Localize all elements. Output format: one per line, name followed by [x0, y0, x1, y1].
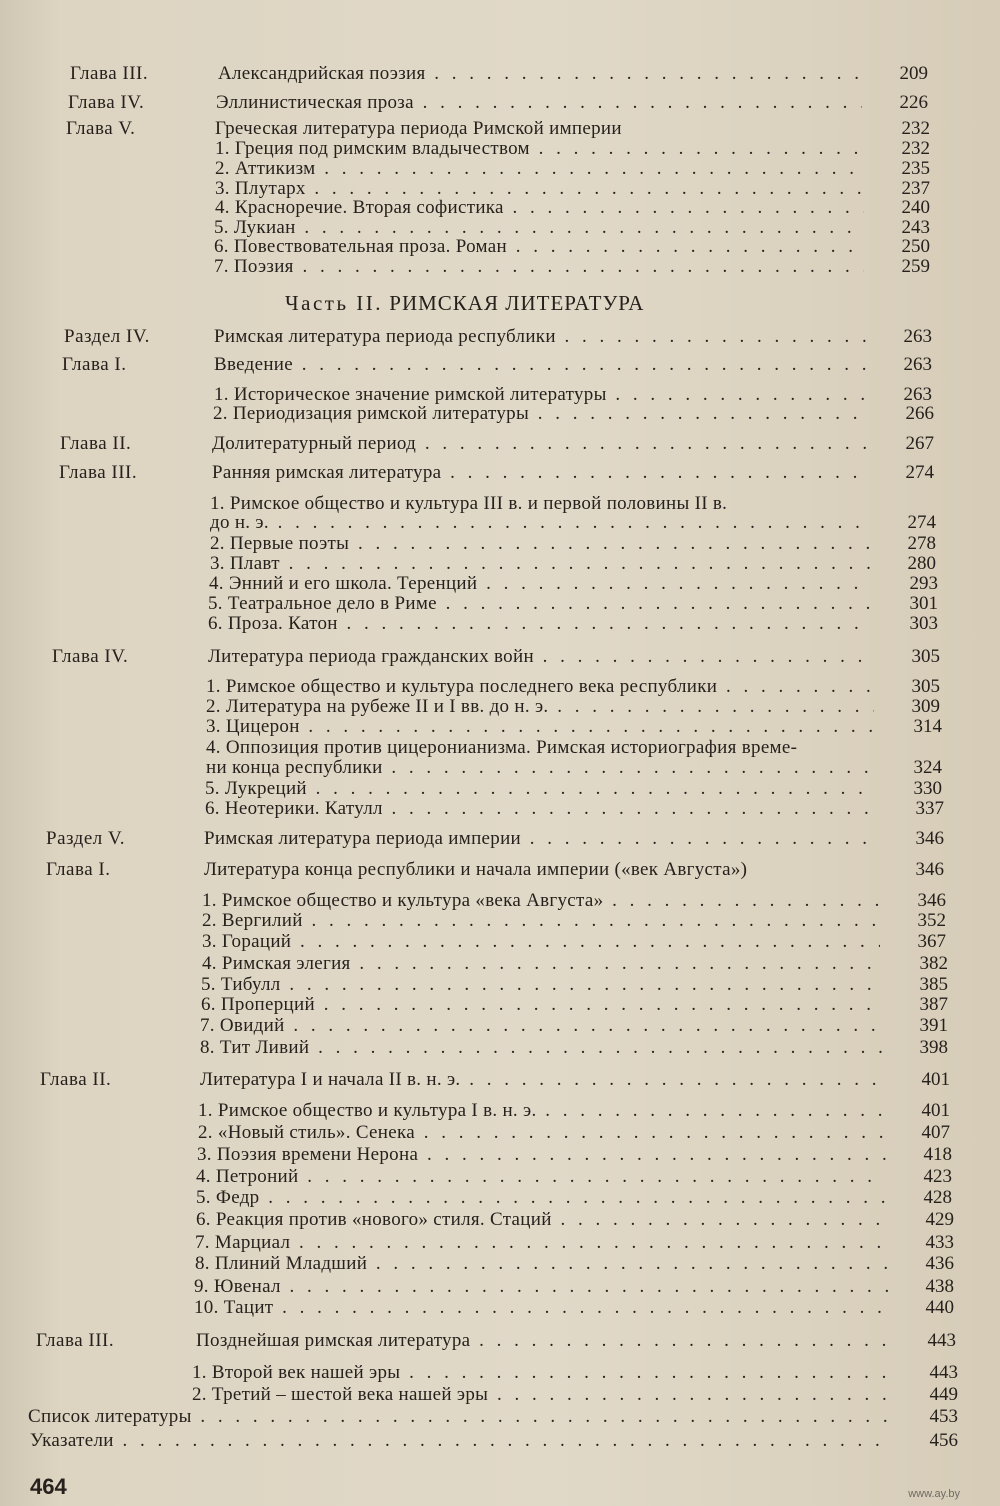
toc-entry-title: 5. Театральное дело в Риме . . .	[208, 594, 872, 614]
toc-entry-title: 4. Энний и его школа. Теренций . . .	[209, 574, 872, 594]
toc-entry-page: 259	[901, 256, 930, 277]
toc-entry-page: 301	[909, 593, 938, 614]
toc-entry-title: 7. Марциал . . .	[195, 1233, 888, 1253]
toc-entry-title: 1. Римское общество и культура «века Августа» . . .	[202, 891, 880, 911]
toc-entry-label: Глава II.	[60, 433, 132, 454]
toc-entry-title: 2. Вергилий . . .	[202, 911, 880, 931]
toc-entry-title: Эллинистическая проза . . .	[216, 93, 862, 113]
toc-entry-page: 330	[913, 778, 942, 799]
toc-entry-title: ни конца республики . . .	[206, 758, 876, 778]
toc-entry-page: 391	[919, 1015, 948, 1036]
toc-entry-title: 8. Тит Ливий . . .	[200, 1038, 882, 1058]
toc-entry-page: 209	[899, 63, 928, 84]
toc-entry-page: 250	[901, 236, 930, 257]
toc-entry-title: 9. Ювенал . . .	[194, 1277, 888, 1297]
toc-entry-page: 352	[917, 910, 946, 931]
toc-entry-label: Глава V.	[66, 118, 136, 139]
toc-entry-title: 1. Второй век нашей эры . . .	[192, 1363, 892, 1383]
toc-entry-page: 274	[905, 462, 934, 483]
toc-entry-label: Глава IV.	[68, 92, 145, 113]
toc-entry-page: 274	[907, 512, 936, 533]
toc-entry-page: 232	[901, 138, 930, 159]
toc-entry-page: 428	[923, 1187, 952, 1208]
toc-entry-page: 278	[907, 533, 936, 554]
toc-entry-title: 3. Поэзия времени Нерона . . .	[197, 1145, 886, 1165]
toc-entry-page: 232	[901, 118, 930, 139]
toc-entry-page: 453	[929, 1406, 958, 1427]
toc-entry-page: 385	[919, 974, 948, 995]
toc-entry-page: 303	[909, 613, 938, 634]
toc-entry-title: 10. Тацит . . .	[194, 1298, 888, 1318]
toc-entry-page: 443	[929, 1362, 958, 1383]
toc-entry-page: 433	[925, 1232, 954, 1253]
toc-entry-label: Раздел IV.	[64, 326, 150, 347]
toc-entry-page: 401	[921, 1100, 950, 1121]
toc-entry-page: 407	[921, 1122, 950, 1143]
toc-entry-title: Введение . . .	[214, 355, 866, 375]
toc-entry-title: Римская литература периода империи . . .	[204, 829, 878, 849]
toc-entry-page: 401	[921, 1069, 950, 1090]
toc-entry-title: 3. Плавт . . .	[210, 554, 870, 574]
toc-entry-title: 5. Лукреций . . .	[205, 779, 876, 799]
part-heading-title: РИМСКАЯ ЛИТЕРАТУРА	[389, 291, 645, 315]
toc-entry-label: Глава II.	[40, 1069, 112, 1090]
toc-entry-page: 440	[925, 1297, 954, 1318]
toc-entry-page: 346	[915, 859, 944, 880]
toc-entry-title: 2. Третий – шестой века нашей эры . . .	[192, 1385, 892, 1405]
toc-entry-page: 266	[905, 403, 934, 424]
toc-entry-label: Глава I.	[46, 859, 111, 880]
toc-entry-title: 6. Неотерики. Катулл . . .	[205, 799, 878, 819]
toc-entry-title: Ранняя римская литература . . .	[212, 463, 868, 483]
toc-entry-title: 1. Римское общество и культура III в. и первой половины II в.	[210, 494, 728, 514]
toc-entry-page: 263	[903, 326, 932, 347]
toc-entry-page: 293	[909, 573, 938, 594]
toc-entry-page: 456	[929, 1430, 958, 1451]
toc-entry-title: 8. Плиний Младший . . .	[195, 1254, 888, 1274]
toc-entry-page: 263	[903, 384, 932, 405]
toc-entry-page: 305	[911, 676, 940, 697]
toc-entry-title: до н. э. . . .	[210, 513, 870, 533]
toc-entry-label: Глава III.	[70, 63, 149, 84]
toc-entry-page: 346	[917, 890, 946, 911]
toc-entry-title: 5. Лукиан . . .	[214, 218, 864, 238]
toc-entry-page: 280	[907, 553, 936, 574]
toc-entry-page: 449	[929, 1384, 958, 1405]
toc-entry-title: 2. Первые поэты . . .	[210, 534, 870, 554]
toc-entry-title: Александрийская поэзия . . .	[218, 64, 862, 84]
toc-entry-label: Глава IV.	[52, 646, 129, 667]
toc-entry-title: 1. Римское общество и культура I в. н. э. . . .	[198, 1101, 884, 1121]
toc-entry-page: 240	[901, 197, 930, 218]
toc-entry-title: 2. Периодизация римской литературы . . .	[213, 404, 868, 424]
toc-entry-title: 1. Историческое значение римской литературы . . .	[214, 385, 866, 405]
toc-entry-title: 2. «Новый стиль». Сенека . . .	[198, 1123, 884, 1143]
toc-entry-page: 346	[915, 828, 944, 849]
toc-entry-page: 387	[919, 994, 948, 1015]
toc-entry-title: Римская литература периода республики . . .	[214, 327, 866, 347]
toc-entry-title: 6. Повествовательная проза. Роман . . .	[214, 237, 864, 257]
toc-entry-page: 305	[911, 646, 940, 667]
toc-entry-title: Литература конца республики и начала империи («век Августа»)	[204, 860, 748, 880]
page-number: 464	[30, 1474, 67, 1499]
toc-entry-title: 4. Красноречие. Вторая софистика . . .	[215, 198, 864, 218]
toc-entry-page: 398	[919, 1037, 948, 1058]
toc-entry-title: 5. Тибулл . . .	[201, 975, 882, 995]
toc-entry-label: Глава III.	[59, 462, 138, 483]
toc-entry-page: 436	[925, 1253, 954, 1274]
toc-entry-page: 314	[913, 716, 942, 737]
toc-entry-title: Указатели . . .	[30, 1431, 892, 1451]
toc-entry-label: Глава III.	[36, 1330, 115, 1351]
toc-entry-page: 429	[925, 1209, 954, 1230]
toc-entry-title: Позднейшая римская литература . . .	[196, 1331, 890, 1351]
toc-entry-title: 3. Гораций . . .	[202, 932, 880, 952]
toc-entry-page: 226	[899, 92, 928, 113]
toc-entry-label: Раздел V.	[46, 828, 126, 849]
toc-entry-title: 4. Оппозиция против цицеронианизма. Римская историография време-	[206, 738, 798, 758]
toc-entry-title: 7. Поэзия . . .	[214, 257, 864, 277]
toc-entry-page: 309	[911, 696, 940, 717]
toc-entry-page: 235	[901, 158, 930, 179]
toc-entry-title: 5. Федр . . .	[196, 1188, 886, 1208]
toc-entry-title: 1. Греция под римским владычеством . . .	[215, 139, 864, 159]
toc-entry-page: 267	[905, 433, 934, 454]
toc-entry-page: 237	[901, 178, 930, 199]
toc-entry-page: 423	[923, 1166, 952, 1187]
toc-entry-title: 3. Цицерон . . .	[206, 717, 876, 737]
toc-entry-title: Греческая литература периода Римской империи	[215, 119, 622, 139]
toc-entry-page: 443	[927, 1330, 956, 1351]
toc-entry-title: Литература I и начала II в. н. э. . . .	[200, 1070, 884, 1090]
toc-entry-title: Список литературы . . .	[28, 1407, 892, 1427]
toc-entry-page: 337	[915, 798, 944, 819]
toc-entry-title: 2. Литература на рубеже II и I вв. до н. э. . . .	[206, 697, 874, 717]
part-heading-prefix: Часть II.	[285, 291, 384, 315]
toc-entry-title: 4. Римская элегия . . .	[202, 954, 882, 974]
toc-entry-page: 418	[923, 1144, 952, 1165]
toc-entry-page: 263	[903, 354, 932, 375]
toc-entry-title: 4. Петроний . . .	[196, 1167, 886, 1187]
toc-entry-page: 243	[901, 217, 930, 238]
toc-entry-title: Долитературный период . . .	[212, 434, 868, 454]
toc-entry-title: 2. Аттикизм . . .	[215, 159, 864, 179]
toc-entry-label: Глава I.	[62, 354, 127, 375]
toc-entry-title: 3. Плутарх . . .	[215, 179, 864, 199]
toc-entry-title: Литература периода гражданских войн . . .	[208, 647, 874, 667]
part-heading	[285, 291, 644, 316]
toc-entry-title: 1. Римское общество и культура последнего века республики . . .	[206, 677, 874, 697]
watermark: www.ay.by	[908, 1488, 960, 1500]
toc-entry-title: 7. Овидий . . .	[200, 1016, 882, 1036]
toc-entry-page: 438	[925, 1276, 954, 1297]
toc-entry-page: 324	[913, 757, 942, 778]
toc-entry-page: 367	[917, 931, 946, 952]
toc-entry-page: 382	[919, 953, 948, 974]
toc-entry-title: 6. Проперций . . .	[201, 995, 882, 1015]
toc-entry-title: 6. Реакция против «нового» стиля. Стаций . . .	[196, 1210, 888, 1230]
toc-entry-title: 6. Проза. Катон . . .	[208, 614, 872, 634]
